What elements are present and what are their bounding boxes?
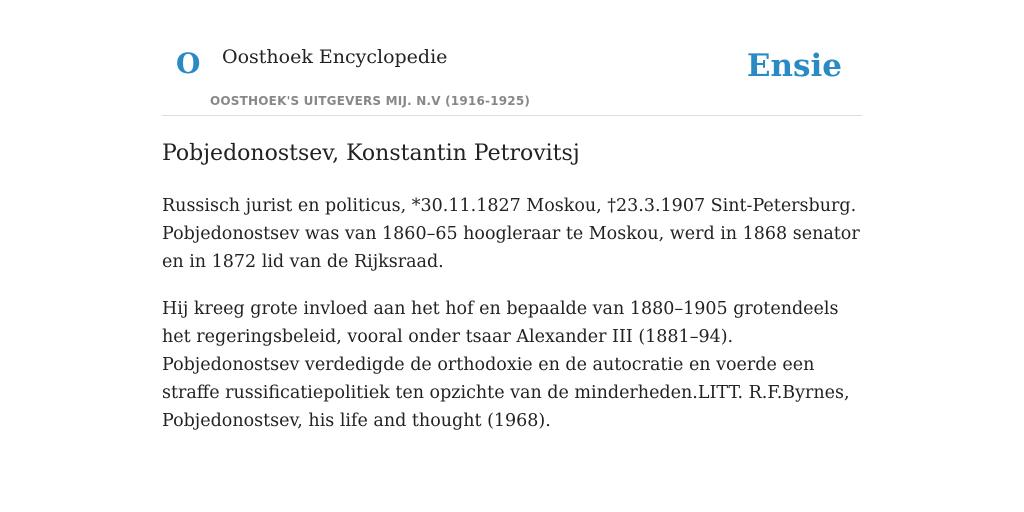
logo-link[interactable]: O <box>176 47 201 80</box>
article-title: Pobjedonostsev, Konstantin Petrovitsj <box>162 141 580 166</box>
article-paragraph: Russisch jurist en politicus, *30.11.1827 Moskou, †23.3.1907 Sint-Petersburg. Pobjedonostsev was van 1860–65 hoogleraar te Moskou, werd in 1868 senator en in 1872 lid van de Rijksraad. <box>162 196 860 272</box>
site-header <box>162 0 862 116</box>
ensie-brand-link[interactable]: Ensie <box>746 48 842 84</box>
page-container <box>162 0 862 431</box>
article-paragraph: Hij kreeg grote invloed aan het hof en bepaalde van 1880–1905 grotendeels het regeringsbeleid, vooral onder tsaar Alexander III (1881–94). Pobjedonostsev verdedigde de orthodoxie en de autocratie en voerde een straffe russificatiepolitiek ten opzichte van de minderheden.LITT. R.F.Byrnes, Pobjedonostsev, his life and thought (1968). <box>162 299 850 431</box>
site-title-link[interactable]: Oosthoek Encyclopedie <box>222 46 448 68</box>
publisher-subtitle: OOSTHOEK'S UITGEVERS MIJ. N.V (1916-1925) <box>210 94 531 108</box>
